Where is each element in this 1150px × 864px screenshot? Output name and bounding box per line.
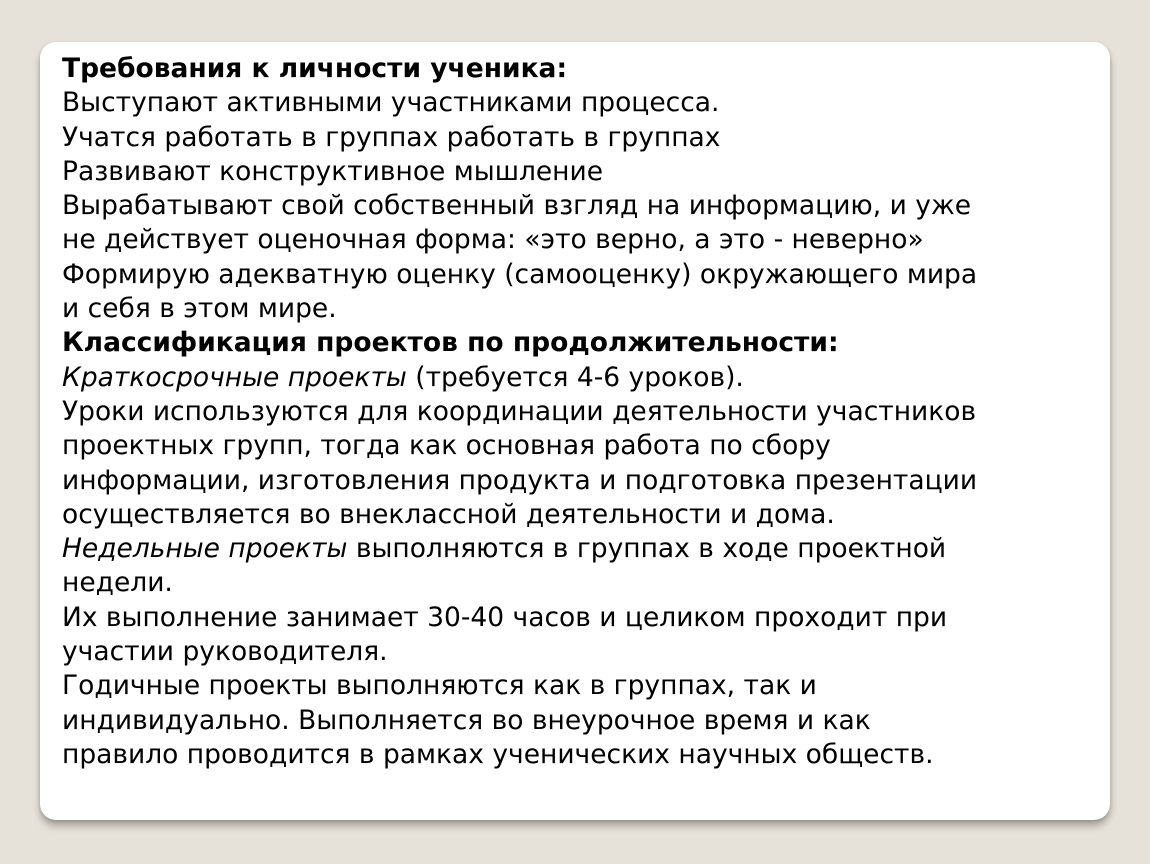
section-heading-requirements: Требования к личности ученика: bbox=[62, 53, 568, 84]
text-line bbox=[62, 361, 1072, 395]
text-line: не действует оценочная форма: «это верно, а это - неверно» bbox=[62, 224, 924, 256]
section-heading-classification: Классификация проектов по продолжительности: bbox=[62, 327, 839, 359]
text-line: участии руководителя. bbox=[62, 636, 388, 668]
text-line: Уроки используются для координации деятельности участников bbox=[62, 395, 977, 427]
slide-card bbox=[40, 42, 1110, 820]
text-line-rest: выполняются в группах в ходе проектной bbox=[347, 533, 947, 565]
text-line: проектных групп, тогда как основная работа по сбору bbox=[62, 430, 831, 462]
text-line: Формирую адекватную оценку (самооценку) окружающего мира bbox=[62, 258, 978, 290]
term-weekly-projects: Недельные проекты bbox=[62, 533, 348, 565]
text-line: Учатся работать в группах работать в группах bbox=[62, 121, 721, 153]
text-line: Выступают активными участниками процесса. bbox=[62, 87, 720, 119]
text-line: и себя в этом мире. bbox=[62, 293, 337, 325]
text-line: Годичные проекты выполняются как в группах, так и bbox=[62, 670, 817, 702]
text-line: осуществляется во внеклассной деятельности и дома. bbox=[62, 498, 835, 530]
text-line: информации, изготовления продукта и подготовка презентации bbox=[62, 464, 978, 496]
text-line: индивидуально. Выполняется во внеурочное время и как bbox=[62, 704, 871, 736]
text-line bbox=[62, 532, 1072, 566]
text-line-rest: (требуется 4-6 уроков). bbox=[406, 361, 744, 393]
text-line: Их выполнение занимает 30-40 часов и целиком проходит при bbox=[62, 601, 948, 633]
text-line: правило проводится в рамках ученических научных обществ. bbox=[62, 738, 934, 770]
term-short-projects: Краткосрочные проекты bbox=[62, 361, 407, 393]
text-line: недели. bbox=[62, 567, 173, 599]
text-line: Вырабатывают свой собственный взгляд на информацию, и уже bbox=[62, 190, 972, 222]
text-line: Развивают конструктивное мышление bbox=[62, 155, 604, 187]
slide-text bbox=[62, 52, 1072, 772]
